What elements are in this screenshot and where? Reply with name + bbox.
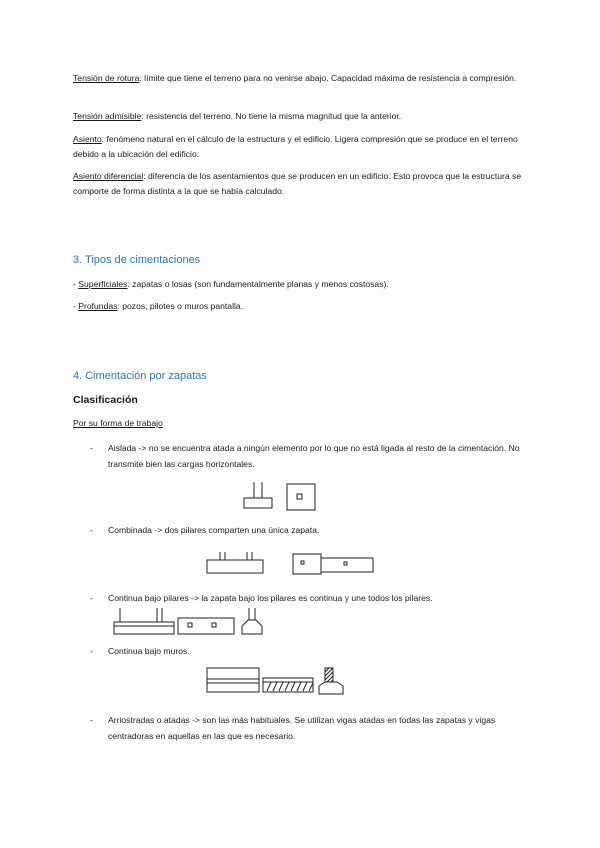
foundation-type-term: Profundas (78, 301, 118, 311)
definition-term: Tensión de rotura (73, 73, 140, 83)
definition-text: : fenómeno natural en el cálculo de la estructura y el edificio. Ligera compresión que se produce en el terreno debido a la ubicación del edificio. (73, 134, 518, 159)
aislada-diagram (240, 478, 330, 518)
definition-text: : resistencia del terreno. No tiene la misma magnitud que la anterior. (141, 111, 402, 121)
continua-pilares-diagram (112, 604, 282, 638)
footing-elevation (244, 498, 272, 508)
definition-term: Tensión admisible (73, 111, 142, 121)
foundation-type-term: Superficiales (78, 279, 128, 289)
pillar-plan (344, 562, 347, 565)
hatch-pattern (325, 668, 333, 682)
footing-plan (178, 618, 234, 634)
definition-tension-rotura (73, 71, 533, 86)
classification-group-label: Por su forma de trabajo (73, 418, 163, 428)
definition-asiento-diferencial (73, 169, 533, 199)
wall-elevation (207, 668, 259, 692)
footing-plan (287, 484, 315, 510)
combinada-diagram (205, 550, 385, 580)
hatch-pattern (267, 682, 313, 691)
section-4-heading: 4. Cimentación por zapatas (73, 370, 207, 382)
pillar-plan (297, 494, 302, 499)
pillar-plan (301, 561, 304, 564)
definition-asiento (73, 132, 533, 162)
foundation-type-item: - Profundas: pozos, pilotes o muros pantalla. (73, 301, 244, 311)
definition-text: : límite que tiene el terreno para no venirse abajo. Capacidad máxima de resistencia a compresión. (139, 73, 517, 83)
footing-section (319, 682, 343, 694)
definition-tension-admisible (73, 109, 533, 124)
pillar-plan (212, 623, 216, 627)
footing-elevation (207, 560, 263, 573)
foundation-type-item: - Superficiales: zapatas o losas (son fundamentalmente planas y menos costosas). (73, 279, 389, 289)
definition-term: Asiento (73, 134, 102, 144)
definition-term: Asiento diferencial (73, 171, 144, 181)
footing-elevation (114, 622, 174, 634)
footing-plan (293, 554, 321, 574)
continua-muros-diagram (205, 666, 350, 700)
classification-heading: Clasificación (73, 394, 138, 406)
pillar-plan (188, 623, 192, 627)
section-3-heading: 3. Tipos de cimentaciones (73, 254, 201, 266)
definition-text: : diferencia de los asentamientos que se producen en un edificio. Esto provoca que la estructura se comporte de forma distinta a la que se había calculado. (73, 171, 522, 196)
footing-section (242, 620, 262, 634)
document-page: Tensión de rotura: límite que tiene el terreno para no venirse abajo. Capacidad máxima de resistencia a compresión. Tensión admisible: resistencia del terreno. No tiene la misma magnitud que la anterior. Asiento: fenómeno natural en el cálculo de la estructura y el edificio. Ligera compresión que se produce en el terreno debido a la ubicación del edificio. Asiento diferencial: diferencia de los asentamientos que se producen en un edificio. Esto provoca que la estructura se comporte de forma distinta a la que se había calculado. 3. Tipos de cimentaciones - Superficiales: zapatas o losas (son fundamentalmente planas y menos costosas). - Profundas: pozos, pilotes o muros pantalla. 4. Cimentación por zapatas Clasificación Por su forma de trabajo - Aislada -> no se encuentra atada a ningún elemento por lo que no está ligada al resto de la cimentación. No transmite bien las cargas horizontales. - Combinada -> dos pilares comparten una única zapata. - Continua bajo pilares -> la zapata bajo los pilares es continua y une todos los pilares. - Continua bajo muros. - Arriostradas o atadas -> son las más habituales. Se utilizan vigas atadas en todas las zapatas y vigas centradoras en aquellas en las que es necesario. (0, 0, 600, 848)
